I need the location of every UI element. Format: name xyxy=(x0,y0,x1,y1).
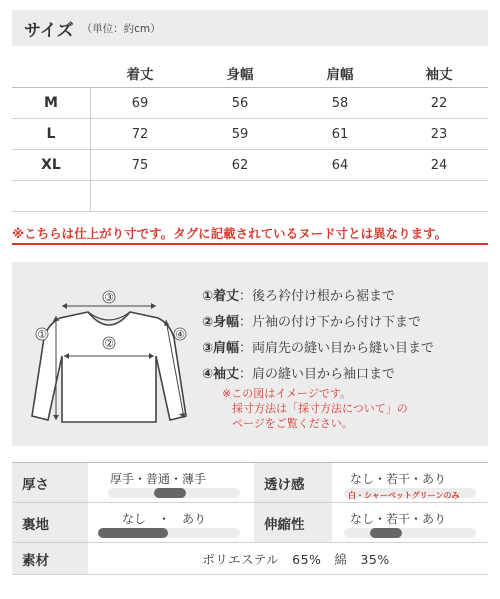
size-value: 22 xyxy=(430,95,448,111)
shoulder-arrowhead-right xyxy=(151,303,156,309)
legend-name: 着丈 xyxy=(213,289,240,304)
attr-row-1 xyxy=(12,463,488,503)
shirt-outline xyxy=(32,312,186,422)
sheer-label: 透け感 xyxy=(254,463,332,502)
legend-item-sleeve xyxy=(202,362,434,388)
legend-desc: ：片袖の付け下から付け下まで xyxy=(239,315,422,330)
caution-line: ページをご覧ください。 xyxy=(232,417,353,430)
note-divider xyxy=(12,243,488,245)
sheer-options: なし・若干・あり xyxy=(350,472,447,486)
legend-num: ② xyxy=(202,315,214,330)
size-row-m xyxy=(12,88,488,119)
legend-name: 身幅 xyxy=(213,315,240,330)
legend-num: ① xyxy=(202,289,214,304)
size-value: 61 xyxy=(331,126,349,142)
legend-desc: ：後ろ衿付け根から裾まで xyxy=(239,289,396,304)
col-header-length: 着丈 xyxy=(126,66,154,83)
legend-num: ④ xyxy=(202,367,214,382)
size-table-header-row xyxy=(12,58,488,88)
caution-line: 採寸方法は「採寸方法について」の xyxy=(232,402,408,415)
stretch-options: なし・若干・あり xyxy=(350,512,447,526)
measurement-diagram-panel xyxy=(12,262,488,446)
legend-desc: ：両肩先の縫い目から縫い目まで xyxy=(239,341,435,356)
thickness-label: 厚さ xyxy=(12,463,88,502)
size-value: 59 xyxy=(231,126,249,142)
size-value: 69 xyxy=(131,95,149,111)
size-row-l xyxy=(12,119,488,150)
marker-4-label: ④ xyxy=(175,328,185,341)
col-header-sleeve: 袖丈 xyxy=(425,66,453,83)
marker-2-label: ② xyxy=(104,337,114,350)
size-label: L xyxy=(46,126,56,142)
size-label: M xyxy=(44,95,58,111)
material-label: 素材 xyxy=(12,543,88,574)
thickness-options: 厚手・普通・薄手 xyxy=(110,472,207,486)
marker-1-label: ① xyxy=(37,328,47,341)
legend-item-width xyxy=(202,310,434,336)
attr-row-2 xyxy=(12,503,488,543)
shoulder-arrowhead-left xyxy=(62,303,67,309)
thickness-indicator xyxy=(154,488,186,498)
size-title: サイズ xyxy=(24,20,74,41)
fabric-attributes-table xyxy=(12,462,488,575)
size-value: 56 xyxy=(231,95,249,111)
size-table xyxy=(12,58,488,212)
size-value: 75 xyxy=(131,157,149,173)
lining-indicator xyxy=(98,528,168,538)
size-value: 62 xyxy=(231,157,249,173)
size-value: 72 xyxy=(131,126,149,142)
lining-options: なし ・ あり xyxy=(122,512,207,526)
material-value: ポリエステル 65% 綿 35% xyxy=(202,551,390,567)
lining-label: 裏地 xyxy=(12,503,88,542)
finish-size-note: ※こちらは仕上がり寸です。タグに記載されているヌード寸とは異なります。 xyxy=(12,226,448,241)
legend-item-length xyxy=(202,284,434,310)
stretch-indicator xyxy=(370,528,402,538)
size-table-divider xyxy=(90,88,91,212)
col-header-shoulder: 肩幅 xyxy=(326,66,354,83)
unit-label: （単位：約cm） xyxy=(81,22,161,35)
stretch-track xyxy=(344,528,476,538)
sheer-note: 白・シャーベットグリーンのみ xyxy=(348,491,460,500)
diagram-caution xyxy=(222,386,408,431)
stretch-label: 伸縮性 xyxy=(254,503,332,542)
legend-desc: ：肩の縫い目から袖口まで xyxy=(239,367,396,382)
legend-name: 袖丈 xyxy=(213,367,240,382)
size-label: XL xyxy=(41,157,61,173)
size-value: 64 xyxy=(331,157,349,173)
shirt-diagram xyxy=(30,276,188,436)
legend-item-shoulder xyxy=(202,336,434,362)
attr-row-3 xyxy=(12,543,488,575)
size-value: 58 xyxy=(331,95,349,111)
size-header xyxy=(12,10,488,46)
size-row-xl xyxy=(12,150,488,181)
legend-name: 肩幅 xyxy=(213,341,240,356)
legend-num: ③ xyxy=(202,341,214,356)
col-header-width: 身幅 xyxy=(226,66,254,83)
size-value: 23 xyxy=(430,126,448,142)
size-row-empty xyxy=(12,181,488,212)
marker-3-label: ③ xyxy=(104,291,114,304)
caution-line: ※この図はイメージです。 xyxy=(222,387,352,400)
length-arrowhead-bottom xyxy=(53,415,59,420)
measurement-legend xyxy=(202,284,434,388)
size-value: 24 xyxy=(430,157,448,173)
